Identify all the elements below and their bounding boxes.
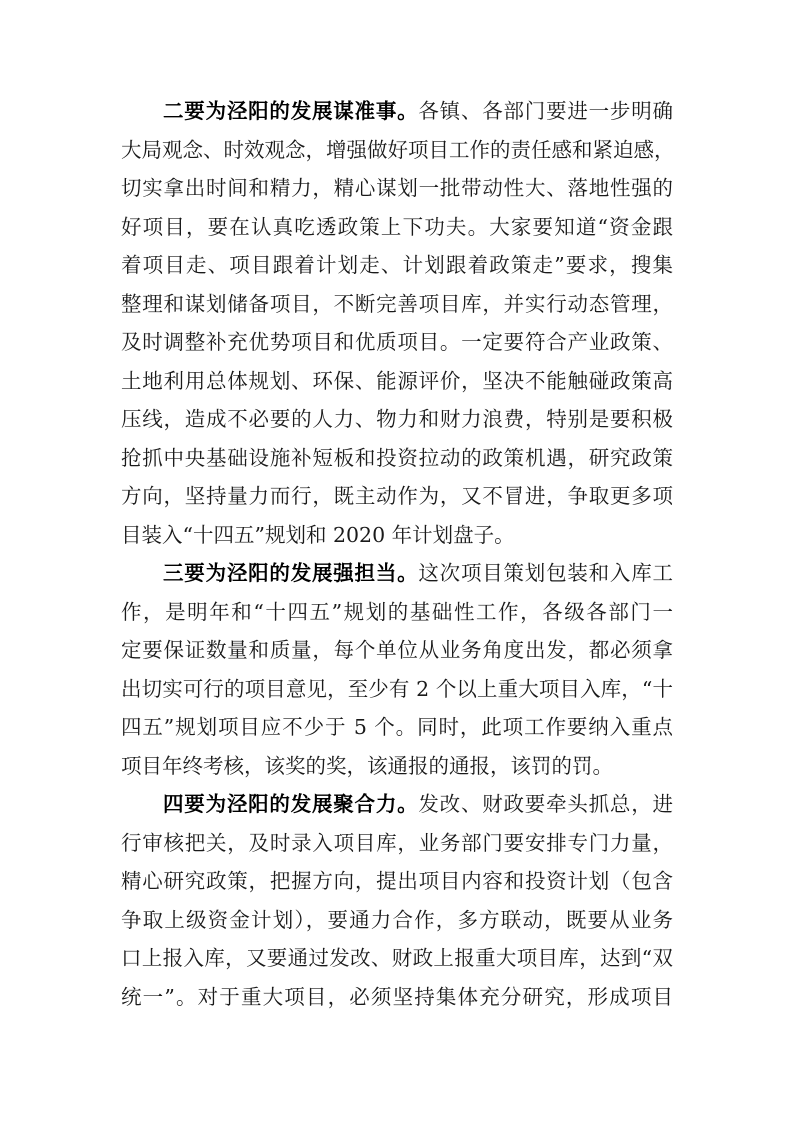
paragraph-3-line: 作，是明年和“十四五”规划的基础性工作，各级各部门一 [121,600,673,624]
paragraph-2-line: 大局观念、时效观念，增强做好项目工作的责任感和紧迫感， [121,138,675,162]
paragraph-2-line: 压线，造成不必要的人力、物力和财力浪费，特别是要积极 [121,407,673,431]
paragraph-2-line: 抢抓中央基础设施补短板和投资拉动的政策机遇，研究政策 [121,446,673,470]
paragraph-3-text: 这次项目策划包装和入库工 [418,561,673,585]
paragraph-3-line: 出切实可行的项目意见，至少有 2 个以上重大项目入库，“十 [121,677,673,701]
paragraph-4-line-1 [163,789,673,819]
paragraph-2-line: 土地利用总体规划、环保、能源评价，坚决不能触碰政策高 [121,369,673,393]
paragraph-2-text: 各镇、各部门要进一步明确 [418,99,673,123]
paragraph-4-line: 精心研究政策，把握方向，提出项目内容和投资计划（包含 [121,869,673,893]
paragraph-4-line: 口上报入库，又要通过发改、财政上报重大项目库，达到“双 [121,946,673,970]
paragraph-4-text: 发改、财政要牵头抓总，进 [418,792,673,816]
paragraph-3-line-1 [163,558,673,588]
paragraph-4-heading: 四要为泾阳的发展聚合力。 [163,792,419,816]
paragraph-3-line: 项目年终考核，该奖的奖，该通报的通报，该罚的罚。 [121,754,613,778]
paragraph-2-line: 好项目，要在认真吃透政策上下功夫。大家要知道“资金跟 [121,215,673,239]
paragraph-4-line: 统一”。对于重大项目，必须坚持集体充分研究，形成项目 [121,985,673,1009]
paragraph-3-line: 定要保证数量和质量，每个单位从业务角度出发，都必须拿 [121,638,673,662]
paragraph-2-line: 目装入“十四五”规划和 2020 年计划盘子。 [121,523,515,547]
paragraph-2-line: 整理和谋划储备项目，不断完善项目库，并实行动态管理， [121,292,673,316]
paragraph-2-line-1 [163,96,673,126]
paragraph-2-line: 方向，坚持量力而行，既主动作为，又不冒进，争取更多项 [121,484,673,508]
paragraph-2-heading: 二要为泾阳的发展谋准事。 [163,99,419,123]
paragraph-3-heading: 三要为泾阳的发展强担当。 [163,561,419,585]
paragraph-2-line: 切实拿出时间和精力，精心谋划一批带动性大、落地性强的 [121,176,673,200]
paragraph-3-line: 四五”规划项目应不少于 5 个。同时，此项工作要纳入重点 [121,715,673,739]
paragraph-2-line: 着项目走、项目跟着计划走、计划跟着政策走”要求，搜集 [121,253,673,277]
paragraph-4-line: 争取上级资金计划），要通力合作，多方联动，既要从业务 [121,908,673,932]
paragraph-2-line: 及时调整补充优势项目和优质项目。一定要符合产业政策、 [121,330,673,354]
paragraph-4-line: 行审核把关，及时录入项目库，业务部门要安排专门力量， [121,831,673,855]
